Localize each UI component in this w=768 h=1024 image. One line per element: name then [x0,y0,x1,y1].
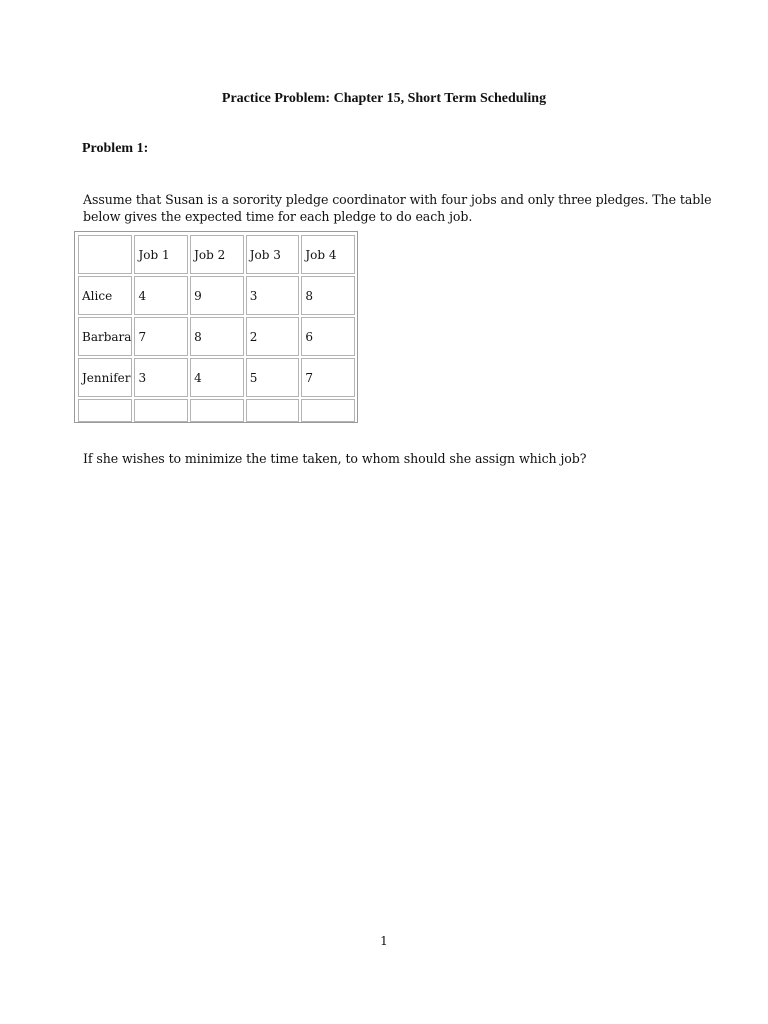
table-cell: 6 [301,317,355,356]
table-cell [78,399,132,422]
table-cell: 4 [190,358,244,397]
table-header-cell: Job 4 [301,235,355,274]
table-cell: 7 [134,317,188,356]
table-header-cell: Job 1 [134,235,188,274]
table-cell: 5 [246,358,300,397]
assignment-table [74,231,358,423]
table-header-cell: Job 2 [190,235,244,274]
table-cell [190,399,244,422]
intro-line: below gives the expected time for each pledge to do each job. [83,209,473,224]
table-cell: 3 [246,276,300,315]
table-cell [134,399,188,422]
problem-question: If she wishes to minimize the time taken, to whom should she assign which job? [83,451,587,466]
table-cell-name: Jennifer [78,358,132,397]
table-cell [301,399,355,422]
table-cell [246,399,300,422]
problem-heading: Problem 1: [82,141,149,156]
table-header-cell [78,235,132,274]
table-row [78,358,355,397]
table-cell: 2 [246,317,300,356]
page-title: Practice Problem: Chapter 15, Short Term Scheduling [221,91,547,106]
table-cell: 8 [301,276,355,315]
problem-intro [83,191,712,225]
table-header-row [78,235,355,274]
table-cell: 7 [301,358,355,397]
table-cell-name: Alice [78,276,132,315]
table-cell: 9 [190,276,244,315]
table-row [78,317,355,356]
table-cell-name: Barbara [78,317,132,356]
table-cell: 4 [134,276,188,315]
table-cell: 3 [134,358,188,397]
assignment-table-grid [76,233,357,424]
table-row-empty [78,399,355,422]
page-number: 1 [380,934,388,948]
intro-line: Assume that Susan is a sorority pledge coordinator with four jobs and only three pledges. The table [83,192,712,207]
table-row [78,276,355,315]
table-cell: 8 [190,317,244,356]
table-header-cell: Job 3 [246,235,300,274]
